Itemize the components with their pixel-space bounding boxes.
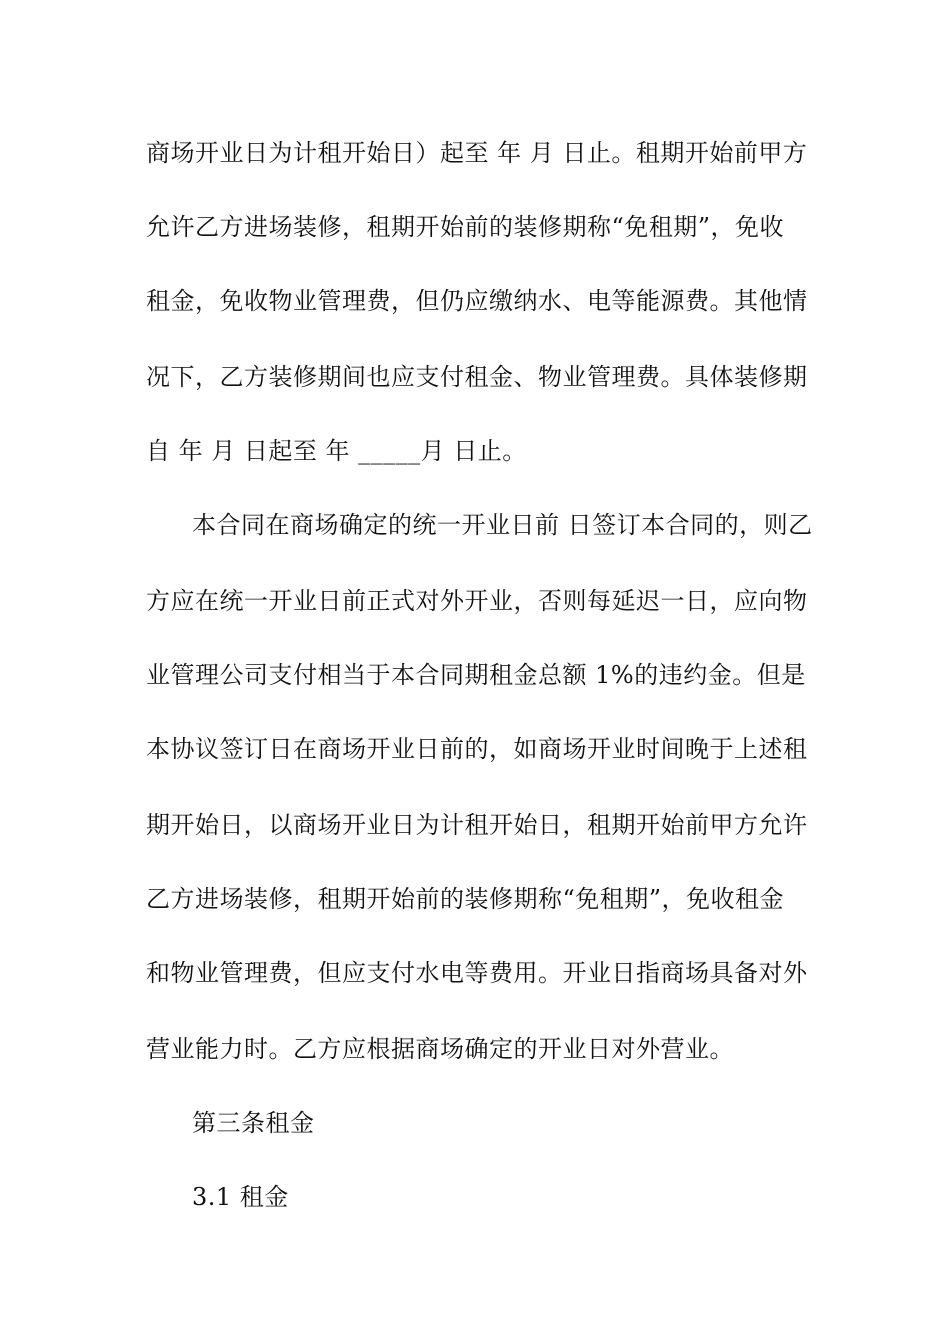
text-line: 商场开业日为计租开始日）起至 年 月 日止。租期开始前甲方 (146, 139, 808, 167)
text-line: 本合同在商场确定的统一开业日前 日签订本合同的，则乙 (192, 511, 813, 539)
text-line: 况下，乙方装修期间也应支付租金、物业管理费。具体装修期 (146, 363, 808, 391)
text-line: 业管理公司支付相当于本合同期租金总额 1%的违约金。但是 (146, 661, 806, 689)
text-line: 和物业管理费，但应支付水电等费用。开业日指商场具备对外 (146, 959, 808, 987)
text-line: 本协议签订日在商场开业日前的，如商场开业时间晚于上述租 (146, 735, 808, 763)
text-line: 乙方进场装修，租期开始前的装修期称“免租期”，免收租金 (146, 885, 785, 913)
text-line: 方应在统一开业日前正式对外开业，否则每延迟一日，应向物 (146, 587, 808, 615)
text-line: 自 年 月 日起至 年 _____月 日止。 (146, 437, 527, 465)
text-line: 期开始日，以商场开业日为计租开始日，租期开始前甲方允许 (146, 811, 808, 839)
text-line: 营业能力时。乙方应根据商场确定的开业日对外营业。 (146, 1035, 734, 1063)
text-line: 租金，免收物业管理费，但仍应缴纳水、电等能源费。其他情 (146, 287, 808, 315)
section-heading: 第三条租金 (192, 1109, 315, 1137)
subsection-heading: 3.1 租金 (192, 1183, 289, 1211)
text-line: 允许乙方进场装修，租期开始前的装修期称“免租期”，免收 (146, 213, 785, 241)
